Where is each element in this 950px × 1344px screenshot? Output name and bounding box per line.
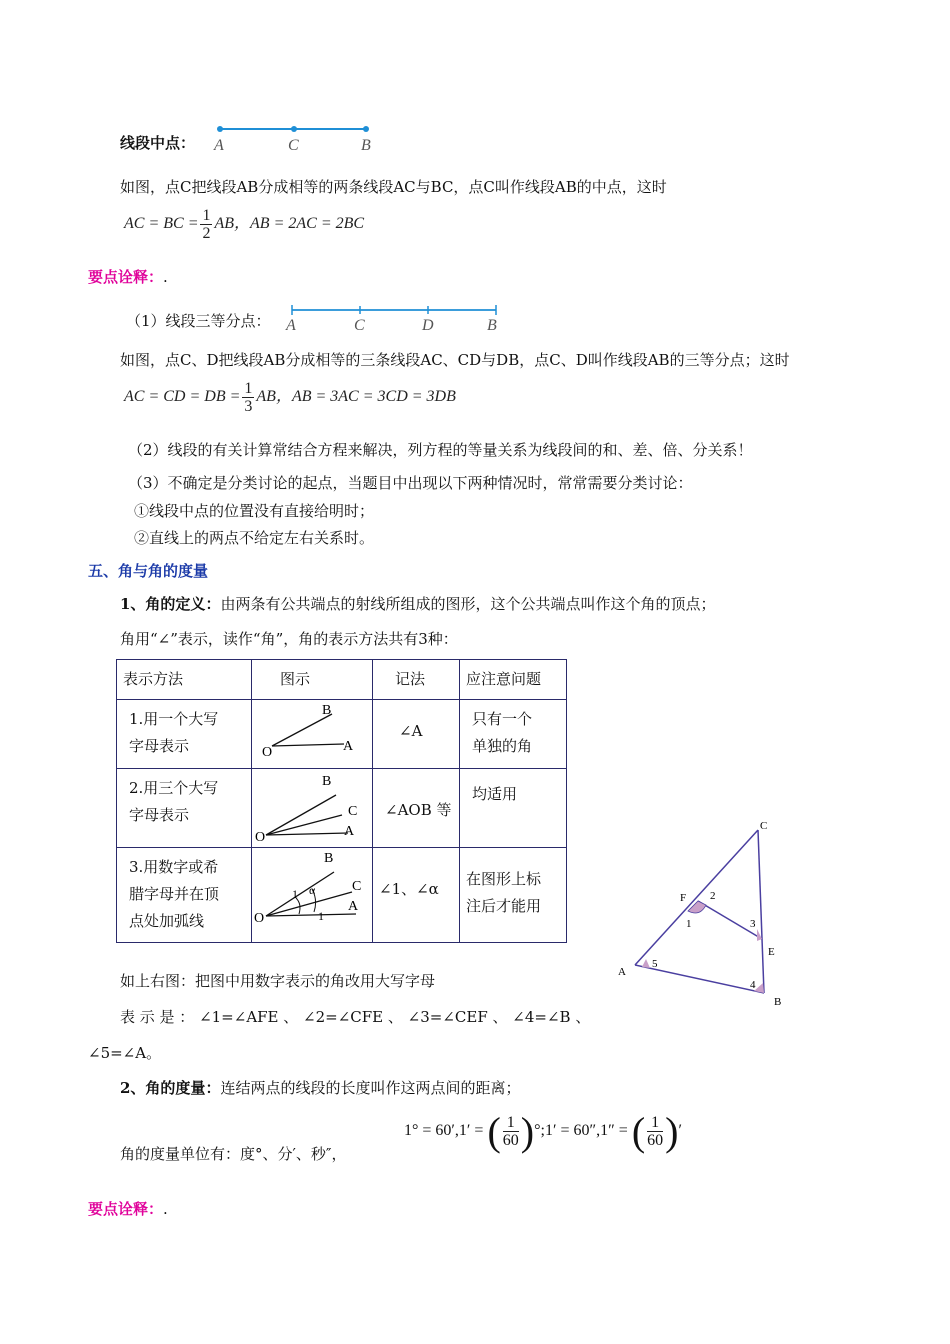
svg-text:C: C xyxy=(354,317,365,334)
notation-3: ∠1、∠α xyxy=(379,880,439,898)
svg-text:3: 3 xyxy=(750,918,756,930)
svg-text:C: C xyxy=(760,820,768,832)
svg-text:4: 4 xyxy=(750,979,756,991)
table-row: 1.用一个大写 字母表示 B O A ∠A 只有一个 单独的角 xyxy=(117,700,567,769)
header-method: 表示方法 xyxy=(123,670,184,688)
svg-text:B: B xyxy=(774,996,782,1008)
svg-text:A: A xyxy=(618,966,626,978)
keypoints-1: 要点诠释：. xyxy=(88,268,168,286)
svg-text:α: α xyxy=(309,883,316,897)
svg-text:B: B xyxy=(322,703,332,718)
svg-text:A: A xyxy=(348,899,359,914)
svg-text:C: C xyxy=(348,804,358,819)
midpoint-heading: 线段中点： xyxy=(120,134,196,152)
angle-units: 角的度量单位有：度°、分′、秒″， xyxy=(120,1145,347,1163)
notation-1: ∠A xyxy=(399,722,423,740)
svg-text:2: 2 xyxy=(710,890,716,902)
angle-definition: 1、角的定义：由两条有公共端点的射线所组成的图形，这个公共端点叫作这个角的顶点； xyxy=(120,595,716,613)
note-2: （2）线段的有关计算常结合方程来解决，列方程的等量关系为线段间的和、差、倍、分关系！ xyxy=(128,441,753,459)
angle-measure: 2、角的度量：连结两点的线段的长度叫作这两点间的距离； xyxy=(120,1079,521,1097)
header-notation: 记法 xyxy=(395,670,426,688)
example-line-1: 如上右图：把图中用数字表示的角改用大写字母 xyxy=(120,972,436,990)
example-line-3: ∠5=∠A。 xyxy=(88,1044,162,1062)
trisection-formula: AC = CD = DB = $\frac{1}{3}$ AB，AB = 3AC = 3CD = 3DB xyxy=(124,380,456,415)
label-b: B xyxy=(361,137,371,154)
svg-text:1: 1 xyxy=(318,909,324,923)
midpoint-formula: AC = BC = $\frac{1}{2}$ AB，AB = 2AC = 2BC xyxy=(124,207,365,242)
triangle-figure xyxy=(610,815,810,1015)
angle-figure-3 xyxy=(252,848,370,938)
trisection-segment-figure xyxy=(284,302,504,336)
trisection-description: 如图，点C、D把线段AB分成相等的三条线段AC、CD与DB，点C、D叫作线段AB的三等分点；这时 xyxy=(120,351,790,369)
notation-2: ∠AOB 等 xyxy=(385,801,452,819)
svg-text:C: C xyxy=(352,879,362,894)
svg-text:O: O xyxy=(255,830,266,843)
svg-text:O: O xyxy=(254,911,265,926)
keypoints-2: 要点诠释：. xyxy=(88,1200,168,1218)
point-c-dot xyxy=(291,126,297,132)
header-figure: 图示 xyxy=(280,670,311,688)
svg-text:1: 1 xyxy=(292,887,298,901)
midpoint-description: 如图，点C把线段AB分成相等的两条线段AC与BC，点C叫作线段AB的中点，这时 xyxy=(120,178,667,196)
angle-figure-2 xyxy=(252,769,370,843)
svg-text:E: E xyxy=(768,946,775,958)
trisection-heading: （1）线段三等分点： xyxy=(126,312,271,330)
angle-notation-intro: 角用“∠”表示，读作“角”，角的表示方法共有3种： xyxy=(120,630,458,648)
note-3: （3）不确定是分类讨论的起点，当题目中出现以下两种情况时，常常需要分类讨论： xyxy=(128,474,693,492)
svg-text:O: O xyxy=(262,745,273,760)
point-a-dot xyxy=(217,126,223,132)
example-line-2: 表 示 是 ： ∠1=∠AFE 、 ∠2=∠CFE 、 ∠3=∠CEF 、 ∠4=∠B 、 xyxy=(120,1008,591,1026)
angle-notation-table xyxy=(116,659,567,943)
svg-text:F: F xyxy=(680,892,687,904)
label-a: A xyxy=(214,137,224,154)
note-3-case-2: ②直线上的两点不给定左右关系时。 xyxy=(134,529,375,547)
table-row: 2.用三个大写 字母表示 B C A O ∠AOB 等 均适用 xyxy=(117,769,567,848)
svg-text:1: 1 xyxy=(686,918,692,930)
svg-text:B: B xyxy=(487,317,497,334)
svg-text:A: A xyxy=(286,317,296,334)
point-b-dot xyxy=(363,126,369,132)
svg-text:B: B xyxy=(324,851,334,866)
section-5-title: 五、角与角的度量 xyxy=(88,562,209,580)
svg-text:5: 5 xyxy=(652,958,658,970)
svg-text:D: D xyxy=(422,317,434,334)
svg-text:B: B xyxy=(322,774,332,789)
angle-figure-1 xyxy=(252,700,370,764)
note-3-case-1: ①线段中点的位置没有直接给明时； xyxy=(134,502,375,520)
header-notes: 应注意问题 xyxy=(466,670,542,688)
table-row: 3.用数字或希 腊字母并在顶 点处加弧线 B C A O 1 α 1 ∠1、∠α 在图形上标 注后才能用 xyxy=(117,848,567,943)
label-c: C xyxy=(288,137,299,154)
svg-text:A: A xyxy=(343,739,354,754)
unit-conversion-formula: 1° = 60′,1′ = ( $\frac{1}{60}$ )°;1′ = 60″,1″ = ( $\frac{1}{60}$ )′ xyxy=(404,1109,682,1154)
midpoint-segment-figure xyxy=(210,120,390,156)
svg-text:A: A xyxy=(344,824,355,839)
table-header-row xyxy=(117,660,567,700)
